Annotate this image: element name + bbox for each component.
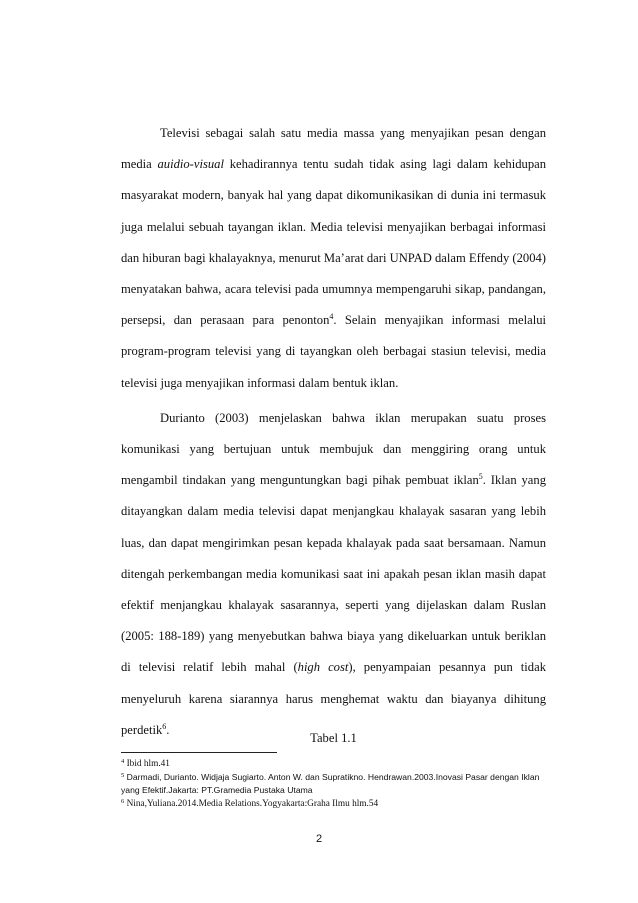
footnote-4 (121, 758, 551, 771)
footnote-5 (121, 771, 551, 798)
paragraph-2 (121, 403, 546, 746)
footnote-text: Ibid hlm.41 (124, 759, 170, 769)
italic-text: high cost (297, 660, 349, 675)
footnote-number: 4 (121, 758, 125, 765)
footnote-6 (121, 798, 551, 811)
italic-text: auidio-visual (157, 157, 224, 172)
table-caption: Tabel 1.1 (310, 731, 357, 745)
footnote-number: 6 (121, 797, 125, 805)
footnote-ref: 6 (162, 721, 167, 731)
text-run: Durianto (2003) menjelaskan bahwa iklan merupakan suatu proses komunikasi yang bertujuan untuk membujuk dan menggiring orang untuk mengambil tindakan yang menguntungkan bagi pihak pembuat iklan (121, 410, 546, 488)
footnote-text: Darmadi, Durianto. Widjaja Sugiarto. Anton W. dan Supratikno. Hendrawan.2003.Inovasi Pasar dengan Iklan yang Efektif.Jakarta: PT.Gramedia Pustaka Utama (121, 771, 540, 796)
footnotes (121, 758, 551, 810)
text-run: ), penyampaian pesannya pun tidak menyeluruh karena siarannya harus menghemat waktu dan biayanya dihitung perdetik (121, 660, 546, 737)
text-run: Televisi sebagai salah satu media massa yang menyajikan pesan dengan media (121, 126, 546, 172)
paragraph-1 (121, 118, 546, 399)
text-run: . (166, 722, 170, 737)
page-number: 2 (315, 833, 323, 845)
text-run: . Selain menyajikan informasi melalui program-program televisi yang di tayangkan oleh berbagai stasiun televisi, media televisi juga menyajikan informasi dalam bentuk iklan. (121, 313, 546, 390)
text-run: . Iklan yang ditayangkan dalam media televisi dapat menjangkau khalayak sasaran yang lebih luas, dan dapat mengirimkan pesan kepada khalayak pada saat bersamaan. Namun ditengah perkembangan media komunikasi saat ini apakah pesan iklan masih dapat efektif menjangkau khalayak sasarannya, seperti yang dijelaskan dalam Ruslan (2005: 188-189) yang menyebutkan bahwa biaya yang dikeluarkan untuk beriklan di televisi relatif lebih mahal ( (121, 473, 546, 675)
footnote-separator (121, 752, 277, 753)
text-run: kehadirannya tentu sudah tidak asing lagi dalam kehidupan masyarakat modern, banyak hal yang dapat dikomunikasikan di dunia ini termasuk juga melalui sebuah tayangan iklan. Media televisi menyajikan berbagai informasi dan hiburan bagi khalayaknya, menurut Ma’arat dari UNPAD dalam Effendy (2004) menyatakan bahwa, acara televisi pada umumnya mempengaruhi sikap, pandangan, persepsi, dan perasaan para penonton (121, 157, 547, 328)
body-text (121, 118, 546, 746)
footnote-number: 5 (121, 771, 125, 779)
footnote-text: Nina,Yuliana.2014.Media Relations.Yogyakarta:Graha Ilmu hlm.54 (124, 798, 379, 809)
footnote-ref: 5 (478, 472, 483, 482)
footnote-ref: 4 (329, 312, 334, 322)
